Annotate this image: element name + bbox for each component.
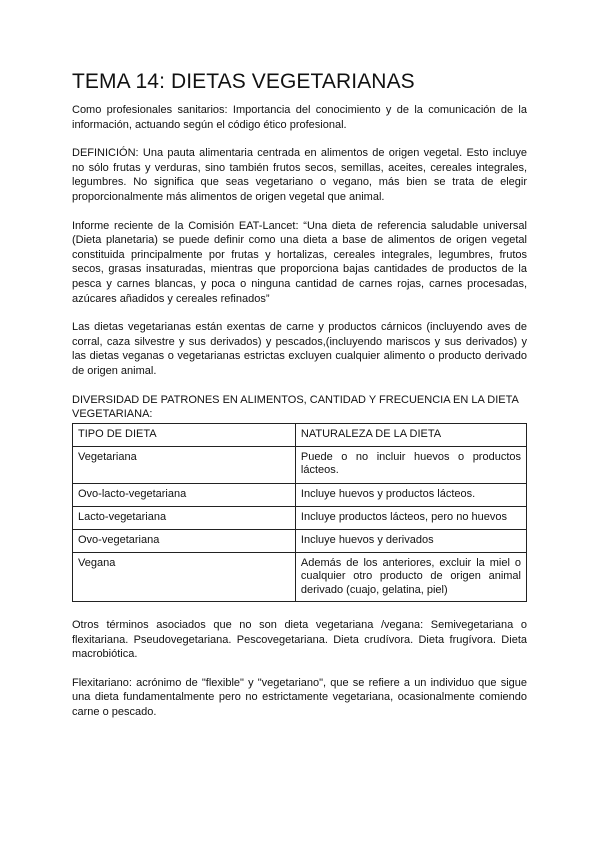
table-row (73, 483, 527, 506)
flexitarian-paragraph: Flexitariano: acrónimo de "flexible" y "vegetariano", que se refiere a un individuo que sigue una dieta fundamentalmente pero no estrictamente vegetariana, ocasionalmente comiendo carne o pescado. (72, 676, 527, 718)
page-title: TEMA 14: DIETAS VEGETARIANAS (72, 70, 415, 93)
diet-type-cell: Vegetariana (73, 446, 296, 483)
table-row (73, 529, 527, 552)
diet-types-table (72, 423, 527, 602)
definition-paragraph: DEFINICIÓN: Una pauta alimentaria centrada en alimentos de origen vegetal. Esto incluye no sólo frutas y verduras, sino también frutos secos, semillas, aceites, cereales integrales, legumbres. No significa que seas vegetariano o vegano, más bien se trata de elegir proporcionalmente más alimentos de origen vegetal que animal. (72, 147, 527, 203)
table-row (73, 552, 527, 601)
diet-nature-cell: Incluye huevos y productos lácteos. (295, 483, 526, 506)
diet-type-cell: Lacto-vegetariana (73, 506, 296, 529)
eat-lancet-paragraph: Informe reciente de la Comisión EAT-Lancet: “Una dieta de referencia saludable universal (Dieta planetaria) se puede definir como una dieta a base de alimentos de origen vegetal constituida principalmente por frutas y hortalizas, cereales integrales, legumbres, frutos secos, grasas insaturadas, mientras que proporciona bajas cantidades de productos de la pesca y carnes blancas, y poca o ninguna cantidad de carnes rojas, carnes procesadas, azúcares añadidos y cereales refinados” (72, 219, 527, 305)
document-page (72, 70, 527, 733)
table-header-row (73, 423, 527, 446)
table-header-cell: NATURALEZA DE LA DIETA (295, 423, 526, 446)
diet-nature-cell: Además de los anteriores, excluir la miel o cualquier otro producto de origen animal derivado (cuajo, gelatina, piel) (295, 552, 526, 601)
table-header-cell: TIPO DE DIETA (73, 423, 296, 446)
table-row (73, 506, 527, 529)
table-row (73, 446, 527, 483)
diet-type-cell: Vegana (73, 552, 296, 601)
exclusions-paragraph: Las dietas vegetarianas están exentas de carne y productos cárnicos (incluyendo aves de corral, caza silvestre y sus derivados) y pescados,(incluyendo mariscos y sus derivados) y las dietas veganas o vegetarianas estrictas excluyen cualquier alimento o producto derivado de origen animal. (72, 321, 527, 377)
other-terms-paragraph: Otros términos asociados que no son dieta vegetariana /vegana: Semivegetariana o flexitariana. Pseudovegetariana. Pescovegetariana. Dieta crudívora. Dieta frugívora. Dieta macrobiótica. (72, 618, 527, 661)
intro-paragraph: Como profesionales sanitarios: Importancia del conocimiento y de la comunicación de la información, actuando según el código ético profesional. (72, 104, 527, 131)
diet-nature-cell: Puede o no incluir huevos o productos lácteos. (295, 446, 526, 483)
diet-type-cell: Ovo-lacto-vegetariana (73, 483, 296, 506)
diet-type-cell: Ovo-vegetariana (73, 529, 296, 552)
diet-nature-cell: Incluye huevos y derivados (295, 529, 526, 552)
table-caption: DIVERSIDAD DE PATRONES EN ALIMENTOS, CANTIDAD Y FRECUENCIA EN LA DIETA VEGETARIANA: (72, 393, 519, 421)
diet-nature-cell: Incluye productos lácteos, pero no huevos (295, 506, 526, 529)
